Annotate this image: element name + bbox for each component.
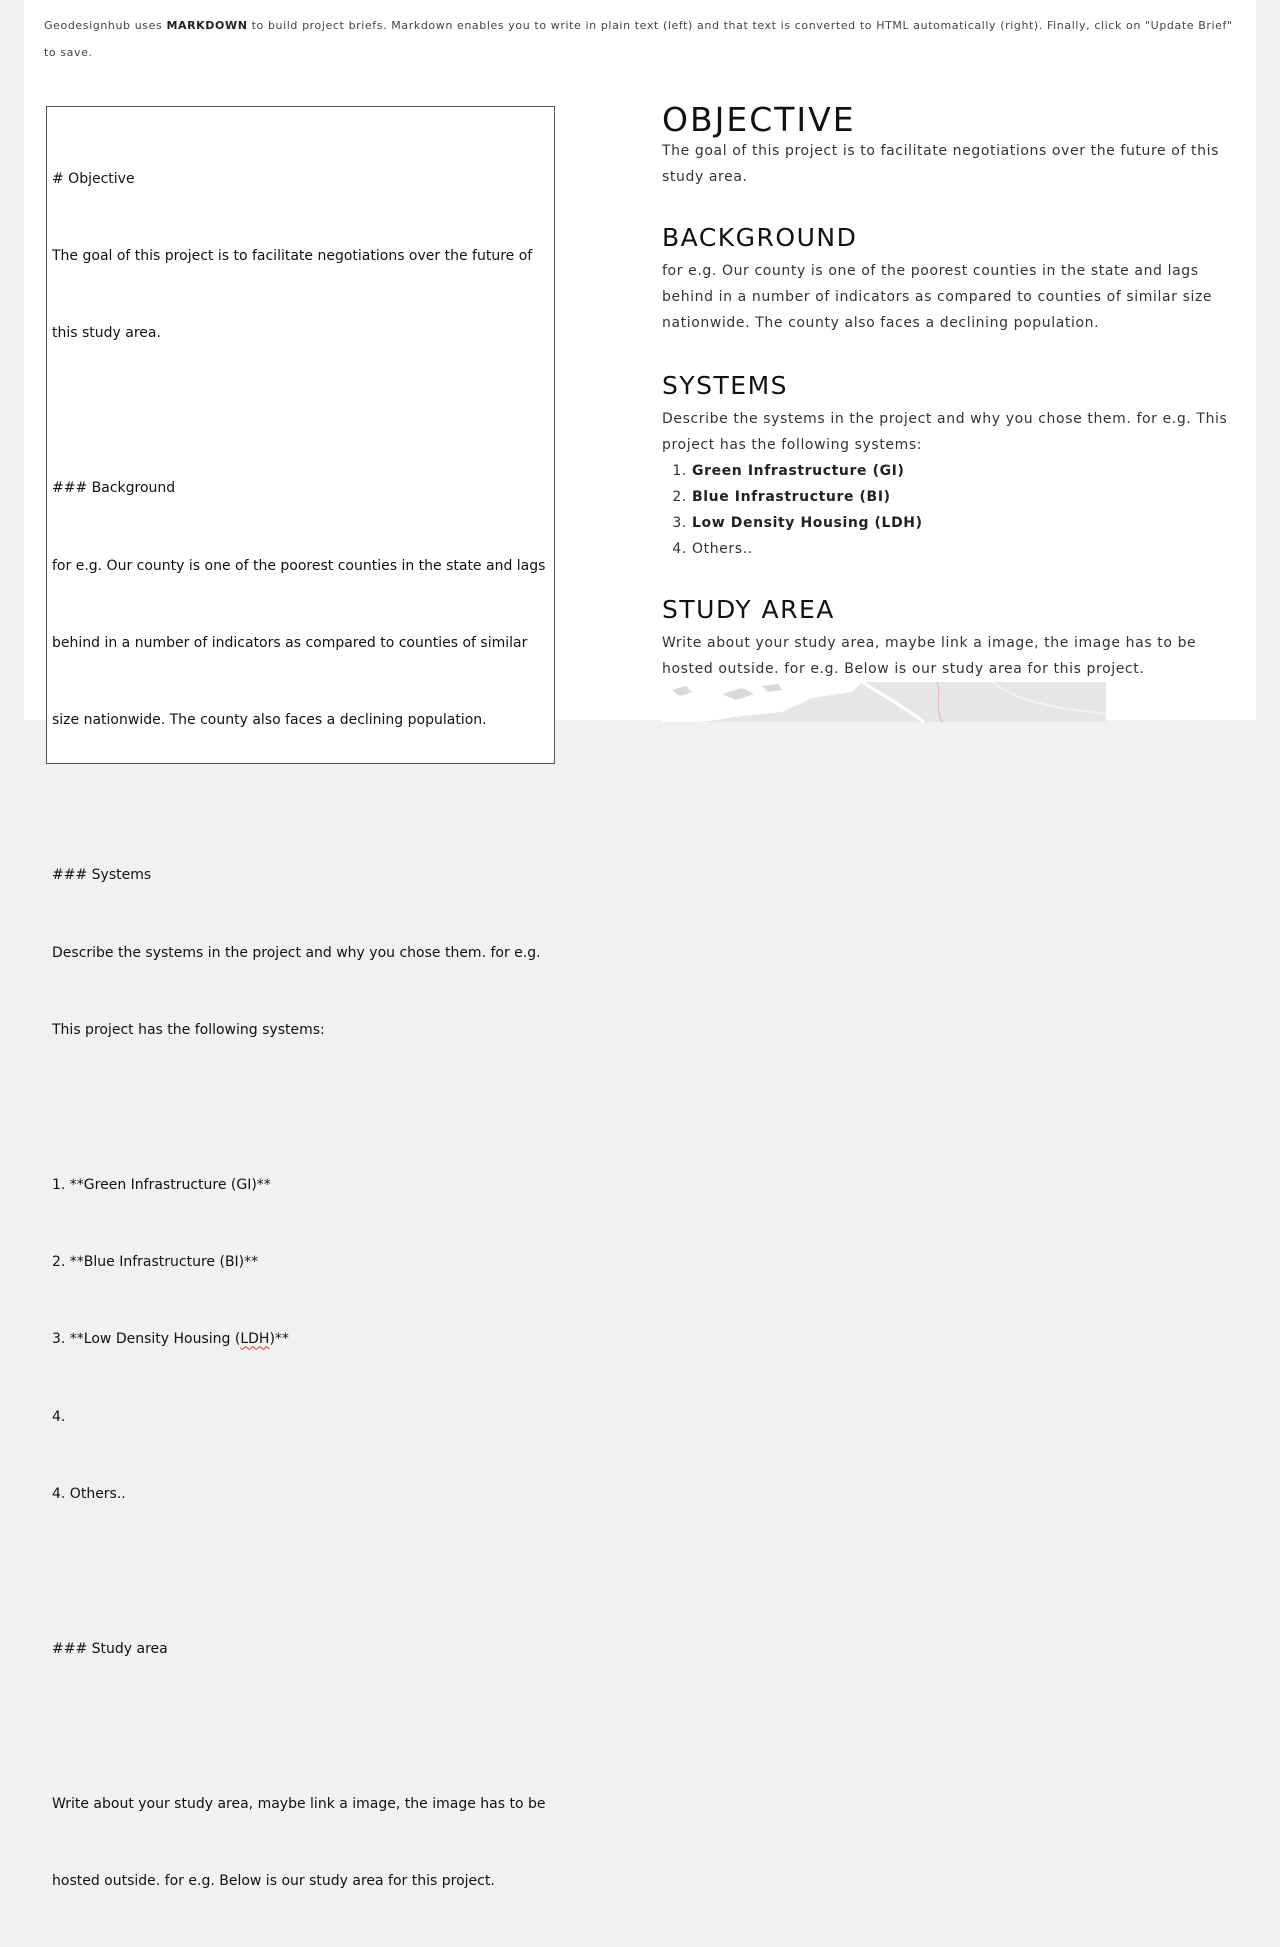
- editor-line: [52, 1714, 549, 1740]
- editor-line: 4. Others..: [52, 1486, 126, 1503]
- editor-line: ### Study area: [52, 1641, 168, 1658]
- preview-background-text: for e.g. Our county is one of the poorest counties in the state and lags behind in a number of indicators as compared to counties of similar size nationwide. The county also faces a declining population.: [662, 263, 1213, 331]
- editor-line: [52, 1095, 549, 1121]
- list-item-label: Low Density Housing (LDH): [692, 515, 923, 531]
- list-item: [692, 510, 1232, 536]
- editor-line: ### Background: [52, 480, 176, 497]
- editor-line: [52, 1560, 549, 1586]
- editor-line-ldh-start: 3. **Low Density Housing (: [52, 1331, 241, 1348]
- markdown-instructions: [44, 12, 1236, 66]
- editor-line: hosted outside. for e.g. Below is our study area for this project.: [52, 1873, 495, 1890]
- brief-page: [24, 0, 1256, 1890]
- editor-line: # Objective: [52, 170, 135, 187]
- editor-line: this study area.: [52, 325, 161, 342]
- list-item: [692, 484, 1232, 510]
- editor-line: [52, 786, 549, 812]
- editor-line: This project has the following systems:: [52, 1021, 325, 1038]
- map-shape-icon: [662, 682, 1106, 722]
- preview-study-area-heading: STUDY AREA: [662, 595, 835, 624]
- preview-systems-list: [662, 458, 1232, 562]
- intro-text-start: Geodesignhub uses: [44, 19, 167, 32]
- list-item: [692, 536, 1232, 562]
- preview-objective-heading: OBJECTIVE: [662, 100, 856, 139]
- editor-line: 2. **Blue Infrastructure (BI)**: [52, 1254, 259, 1271]
- html-preview: [662, 96, 1232, 682]
- editor-line-ldh-end: )**: [269, 1331, 289, 1348]
- editor-line: [52, 399, 549, 425]
- list-item-label: Green Infrastructure (GI): [692, 463, 905, 479]
- preview-systems-text: Describe the systems in the project and why you chose them. for e.g. This project has the following systems:: [662, 411, 1228, 453]
- preview-study-area-text: Write about your study area, maybe link a image, the image has to be hosted outside. for e.g. Below is our study area for this project.: [662, 635, 1197, 677]
- intro-text-end: to build project briefs. Markdown enables you to write in plain text (left) and that text is converted to HTML automatically (right). Finally, click on "Update Brief" to save.: [44, 19, 1233, 59]
- editor-line: Write about your study area, maybe link a image, the image has to be: [52, 1795, 546, 1812]
- spellcheck-underlined-word: LDH: [240, 1331, 270, 1348]
- editor-line-ldh: [52, 1327, 549, 1353]
- preview-background-heading: BACKGROUND: [662, 223, 858, 252]
- editor-line: for e.g. Our county is one of the poorest counties in the state and lags: [52, 557, 546, 574]
- editor-line: size nationwide. The county also faces a declining population.: [52, 712, 487, 729]
- editor-line: Describe the systems in the project and why you chose them. for e.g.: [52, 944, 541, 961]
- list-item-label: Blue Infrastructure (BI): [692, 489, 891, 505]
- list-item-label: Others..: [692, 541, 753, 557]
- editor-line: ### Systems: [52, 867, 152, 884]
- editor-line: 1. **Green Infrastructure (GI)**: [52, 1176, 271, 1193]
- preview-objective-text: The goal of this project is to facilitate negotiations over the future of this study area.: [662, 143, 1219, 185]
- editor-line: The goal of this project is to facilitate negotiations over the future of: [52, 247, 533, 264]
- study-area-map-image: [662, 682, 1106, 722]
- preview-systems-heading: SYSTEMS: [662, 371, 789, 400]
- editor-line: 4.: [52, 1408, 66, 1425]
- editor-line: behind in a number of indicators as compared to counties of similar: [52, 634, 528, 651]
- list-item: [692, 458, 1232, 484]
- intro-markdown-keyword: MARKDOWN: [166, 19, 248, 32]
- markdown-editor[interactable]: [46, 106, 555, 1890]
